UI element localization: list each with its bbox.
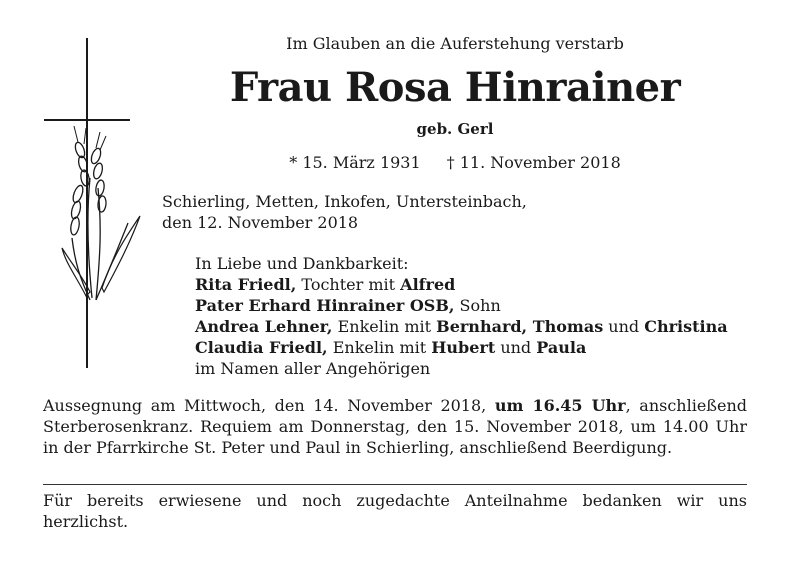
service-time: um 16.45 Uhr — [494, 396, 626, 415]
conjunction: und — [603, 317, 645, 336]
mourner-line — [195, 274, 728, 295]
conjunction: und — [495, 338, 537, 357]
intro-line: Im Glauben an die Auferstehung verstarb — [286, 34, 624, 53]
divider — [43, 484, 747, 485]
mourner-partner: Hubert — [431, 338, 496, 357]
mourner-relation: Tochter mit — [296, 275, 401, 294]
mourners-list — [195, 253, 728, 379]
cross-with-wheat-icon — [40, 38, 150, 368]
places-and-date — [162, 191, 527, 233]
mourner-name: Claudia Friedl, — [195, 338, 328, 357]
service-text: Aussegnung am Mittwoch, den 14. November 2018, — [43, 396, 495, 415]
service-text: , anschließend Sterberosenkranz. Requiem am Donnerstag, den 15. November 2018, um 14.00 Uhr in der Pfarrkirche St. Peter und Paul in Schierling, anschließend Beerdigung. — [43, 396, 748, 457]
places-line: Schierling, Metten, Inkofen, Untersteinbach, — [162, 192, 527, 211]
mourner-partner: Christina — [644, 317, 728, 336]
mourner-relation: Enkelin mit — [332, 317, 437, 336]
mourners-closing: im Namen aller Angehörigen — [195, 359, 431, 378]
thanks-text: Für bereits erwiesene und noch zugedachte Anteilnahme bedanken wir uns herzlichst. — [43, 491, 747, 531]
mourner-name: Pater Erhard Hinrainer OSB, — [195, 296, 455, 315]
maiden-name: geb. Gerl — [416, 120, 494, 138]
mourner-line — [195, 337, 728, 358]
mourner-relation: Sohn — [454, 296, 501, 315]
mourner-line — [195, 295, 728, 316]
death-date: † 11. November 2018 — [446, 153, 621, 172]
notice-date: den 12. November 2018 — [162, 213, 359, 232]
birth-date: * 15. März 1931 — [289, 153, 421, 172]
mourner-partner: Bernhard, Thomas — [436, 317, 604, 336]
mourner-partner: Alfred — [400, 275, 456, 294]
mourner-name: Rita Friedl, — [195, 275, 297, 294]
deceased-name: Frau Rosa Hinrainer — [229, 64, 681, 111]
mourner-partner: Paula — [536, 338, 587, 357]
life-dates — [180, 153, 730, 172]
mourner-name: Andrea Lehner, — [195, 317, 333, 336]
mourner-line — [195, 316, 728, 337]
mourner-relation: Enkelin mit — [327, 338, 432, 357]
service-details — [43, 395, 747, 458]
mourners-heading: In Liebe und Dankbarkeit: — [195, 254, 409, 273]
